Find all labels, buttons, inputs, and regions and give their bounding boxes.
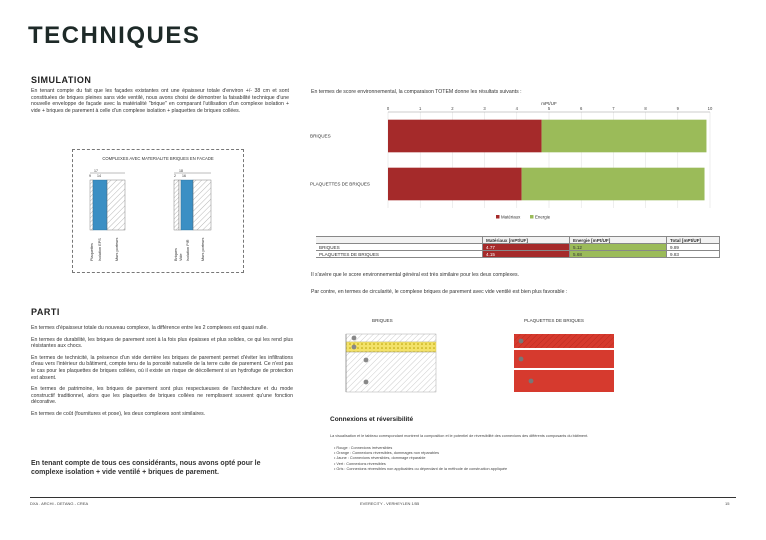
x-tick-label: 0 (386, 106, 390, 111)
x-tick-label: 3 (483, 106, 486, 111)
table-cell: 5.68 (570, 251, 667, 258)
left-dim-1: 17 (94, 169, 98, 173)
bar-energie (522, 168, 705, 201)
legend-item: • Vert : Connexions réversibles (334, 461, 386, 466)
legend-item-text: Gris : Connexions réversibles non applicables ou dépendant de la méthode de construction appliquée (336, 466, 508, 471)
x-tick-label: 5 (547, 106, 551, 111)
bar-matériaux (388, 120, 542, 153)
footer-left: DXA . ARCHI - DETANG - CREA (30, 501, 89, 506)
x-tick-label: 2 (451, 106, 454, 111)
parti-heading: PARTI (31, 307, 60, 317)
table-cell: 4.15 (483, 251, 570, 258)
right-wall-layer (193, 180, 211, 230)
table-row (316, 251, 720, 258)
table-header-cell: Energie [mPt/UF] (570, 237, 667, 244)
left-label-1: Plaquettes (90, 243, 94, 261)
category-label: PLAQUETTES DE BRIQUES (310, 181, 370, 187)
table-cell: 9.89 (667, 244, 720, 251)
similar-score-text: Il s'avère que le score environnemental général est très similaire pour les deux complexes. (311, 272, 520, 278)
legend-label: Matériaux (501, 214, 521, 220)
x-tick-label: 6 (580, 106, 583, 111)
left-label-2: Isolation EPS (98, 238, 102, 261)
left-plaquettes-layer (90, 180, 93, 230)
x-tick-label: 7 (612, 106, 615, 111)
x-tick-label: 10 (707, 106, 713, 111)
x-tick-label: 4 (515, 106, 518, 111)
footer-center: EVERECITY - VERHEYLEN 1/55 (360, 501, 420, 506)
right-insulation-layer (181, 180, 193, 230)
parti-paragraph: En termes de durabilité, les briques de parement sont à la fois plus épaisses et plus solides, ce qui les rend plus résistantes aux chocs. (31, 336, 293, 350)
table-cell: PLAQUETTES DE BRIQUES (316, 251, 483, 258)
legend-swatch (496, 215, 500, 219)
wall-section-diagram (72, 149, 244, 273)
legend-item-text: Rouge : Connexions irréversibles (336, 446, 393, 450)
left-insulation-layer (93, 180, 107, 230)
right-dim-3: 16 (182, 174, 186, 178)
bar-energie (542, 120, 707, 153)
right-dim-1: 18 (179, 169, 183, 173)
totem-chart-svg (306, 98, 726, 226)
score-table-wrapper (316, 236, 720, 258)
table-cell: 9.83 (667, 251, 720, 258)
x-tick-label: 9 (676, 106, 679, 111)
simulation-heading: SIMULATION (31, 75, 92, 85)
right-label-4: Murs porteurs (201, 237, 205, 261)
legend-item: • Jaune : Connexions réversibles, dommage réparable (334, 456, 426, 461)
table-header-cell (316, 237, 483, 244)
legend-item-text: Jaune : Connexions réversibles, dommage réparable (336, 456, 426, 461)
circ-label-plaquettes: PLAQUETTES DE BRIQUES (524, 318, 584, 323)
legend-item: • Orange : Connexions réversibles, dommages non réparables (334, 451, 439, 456)
legend-item: • Gris : Connexions réversibles non applicables ou dépendant de la méthode de construction appliquée (334, 466, 508, 471)
left-dim-3: 14 (97, 174, 101, 178)
page-title: TECHNIQUES (28, 22, 201, 49)
right-cavity-layer (179, 180, 181, 230)
connexions-intro: La visualisation et le tableau correspondant montrent la composition et le potentiel de réversibilité des connexions des différents composants du bâtiment. (330, 434, 589, 438)
left-dim-2: 9 (89, 174, 91, 178)
circ-label-briques: BRIQUES (372, 318, 393, 323)
right-dim-2: 2 (174, 174, 176, 178)
connexions-legend (334, 446, 654, 472)
left-wall-layer (107, 180, 125, 230)
table-cell: 4.77 (483, 244, 570, 251)
legend-swatch (530, 215, 534, 219)
circ-figure-plaquettes (500, 326, 622, 398)
parti-paragraph: En termes de technicité, la présence d'un vide derrière les briques de parement permet d'éviter les infiltrations d'eau vers l'intérieur du bâtiment, compte tenu de la porosité naturelle de la terre cuite de parement. Ce n'est pas le cas pour les plaquettes de briques collées, où il existe un risque de décollement si un hydrofuge de protection est absent. (31, 354, 293, 381)
table-header-cell: Total [mPt/UF] (667, 237, 720, 244)
table-cell: BRIQUES (316, 244, 483, 251)
totem-intro: En termes de score environnemental, la comparaison TOTEM donne les résultats suivants : (311, 89, 522, 95)
left-label-3: Murs porteurs (115, 237, 119, 261)
x-tick-label: 8 (644, 106, 647, 111)
chart-title: mPt/UF (541, 101, 557, 106)
footer-rule (30, 497, 736, 498)
circ-figure-briques (336, 326, 446, 398)
category-label: BRIQUES (310, 133, 331, 139)
parti-paragraph: En termes de coût (fournitures et pose), les deux complexes sont similaires. (31, 410, 206, 417)
parti-conclusion: En tenant compte de tous ces considérants, nous avons opté pour le complexe isolation + vide ventilé + briques de parement. (31, 460, 261, 476)
parti-text (31, 325, 293, 418)
bar-matériaux (388, 168, 522, 201)
legend-label: Energie (535, 214, 551, 220)
table-header-cell: Matériaux [mPt/UF] (483, 237, 570, 244)
score-table (316, 236, 720, 258)
diagram-title: COMPLEXES AVEC MATERIALITE BRIQUES EN FACADE (102, 156, 214, 161)
page-number: 15 (725, 501, 730, 506)
right-brick-layer (174, 180, 179, 230)
legend-item: • Rouge : Connexions irréversibles (334, 446, 393, 450)
simulation-text: En tenant compte du fait que les façades existantes ont une épaisseur totale d'environ +/- 38 cm et sont constituées de briques pleines sans vide ventilé, nous avons choisi de démontrer la faisabilité technique d'une nouvelle enveloppe de façade avec la matérialité "brique" en comparant l'utilisation d'un complexe isolation + vide + briques de parement à celle d'un complexe isolation + plaquettes de briques collées. (31, 88, 289, 114)
right-label-3: Isolation PIR (186, 239, 190, 261)
table-cell: 5.12 (570, 244, 667, 251)
circularity-text: Par contre, en termes de circularité, le complexe briques de parement avec vide ventilé est bien plus favorable : (311, 289, 568, 295)
connexions-heading: Connexions et réversibilité (330, 416, 414, 423)
parti-paragraph: En termes de patrimoine, les briques de parement sont plus respectueuses de l'architecture et du mode constructif traditionnel, alors que les plaquettes de briques collées ne remplissent souvent qu'une fonction décorative. (31, 386, 293, 406)
x-tick-label: 1 (419, 106, 422, 111)
legend-item-text: Vert : Connexions réversibles (336, 461, 386, 466)
totem-chart (306, 98, 726, 226)
right-label-1: Briques (174, 248, 178, 261)
table-row (316, 244, 720, 251)
legend-item-text: Orange : Connexions réversibles, dommages non réparables (336, 451, 439, 456)
parti-paragraph: En termes d'épaisseur totale du nouveau complexe, la différence entre les 2 complexes est quasi nulle. (31, 325, 268, 331)
right-label-2: Vide (179, 253, 183, 261)
